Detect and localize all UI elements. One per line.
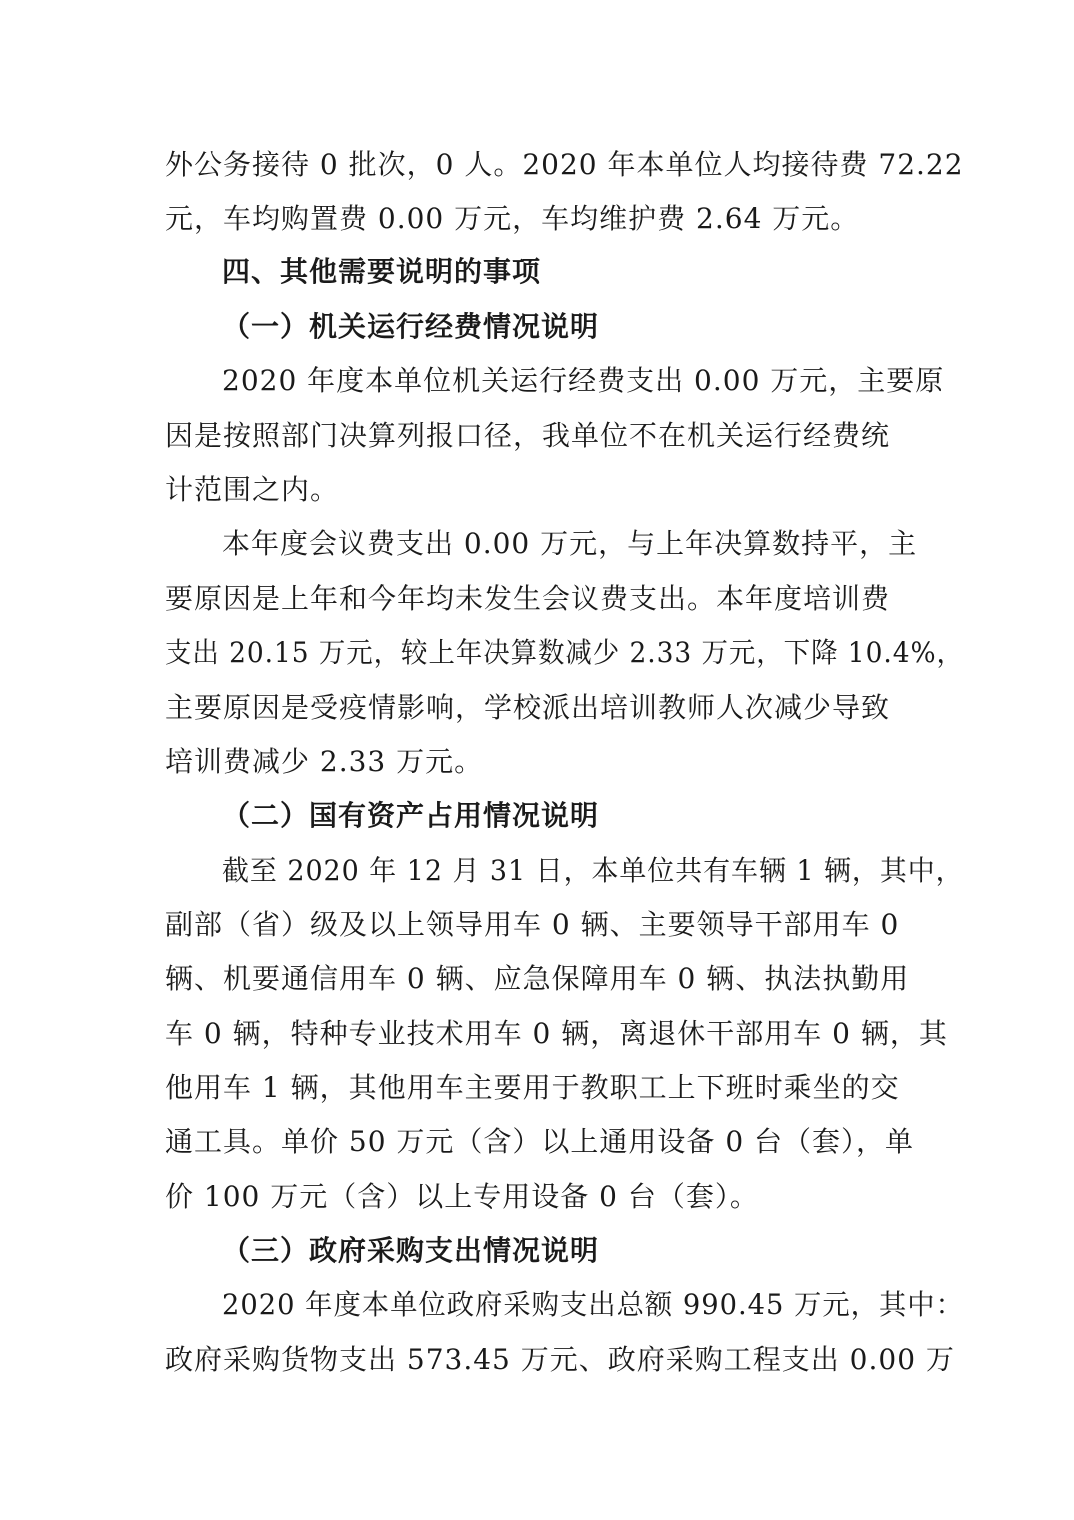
text-line: 2020 年度本单位机关运行经费支出 0.00 万元，主要原 [222, 364, 945, 397]
text-line: 培训费减少 2.33 万元。 [165, 745, 484, 778]
text-line: 元，车均购置费 0.00 万元，车均维护费 2.64 万元。 [165, 202, 860, 235]
text-line: 本年度会议费支出 0.00 万元，与上年决算数持平，主 [222, 527, 918, 560]
text-line: 政府采购货物支出 573.45 万元、政府采购工程支出 0.00 万 [165, 1343, 955, 1376]
text-line: 车 0 辆，特种专业技术用车 0 辆，离退休干部用车 0 辆，其 [165, 1017, 948, 1050]
text-line: 价 100 万元（含）以上专用设备 0 台（套）。 [165, 1180, 759, 1213]
subsection-heading: （二）国有资产占用情况说明 [222, 799, 600, 832]
subsection-heading: （一）机关运行经费情况说明 [222, 310, 600, 343]
subsection-heading: （三）政府采购支出情况说明 [222, 1234, 600, 1267]
text-line: 因是按照部门决算列报口径，我单位不在机关运行经费统 [165, 419, 891, 452]
text-line: 外公务接待 0 批次，0 人。2020 年本单位人均接待费 72.22 [165, 148, 964, 181]
text-line: 通工具。单价 50 万元（含）以上通用设备 0 台（套），单 [165, 1125, 915, 1158]
text-line: 要原因是上年和今年均未发生会议费支出。本年度培训费 [165, 582, 891, 615]
section-heading: 四、其他需要说明的事项 [222, 255, 542, 288]
text-line: 主要原因是受疫情影响，学校派出培训教师人次减少导致 [165, 691, 891, 724]
text-line: 副部（省）级及以上领导用车 0 辆、主要领导干部用车 0 [165, 908, 900, 941]
text-line: 他用车 1 辆，其他用车主要用于教职工上下班时乘坐的交 [165, 1071, 900, 1104]
text-line: 支出 20.15 万元，较上年决算数减少 2.33 万元，下降 10.4%， [165, 636, 964, 669]
text-line: 计范围之内。 [165, 473, 340, 506]
text-line: 辆、机要通信用车 0 辆、应急保障用车 0 辆、执法执勤用 [165, 962, 910, 995]
text-line: 2020 年度本单位政府采购支出总额 990.45 万元，其中： [222, 1288, 964, 1321]
text-line: 截至 2020 年 12 月 31 日，本单位共有车辆 1 辆，其中， [222, 854, 964, 887]
